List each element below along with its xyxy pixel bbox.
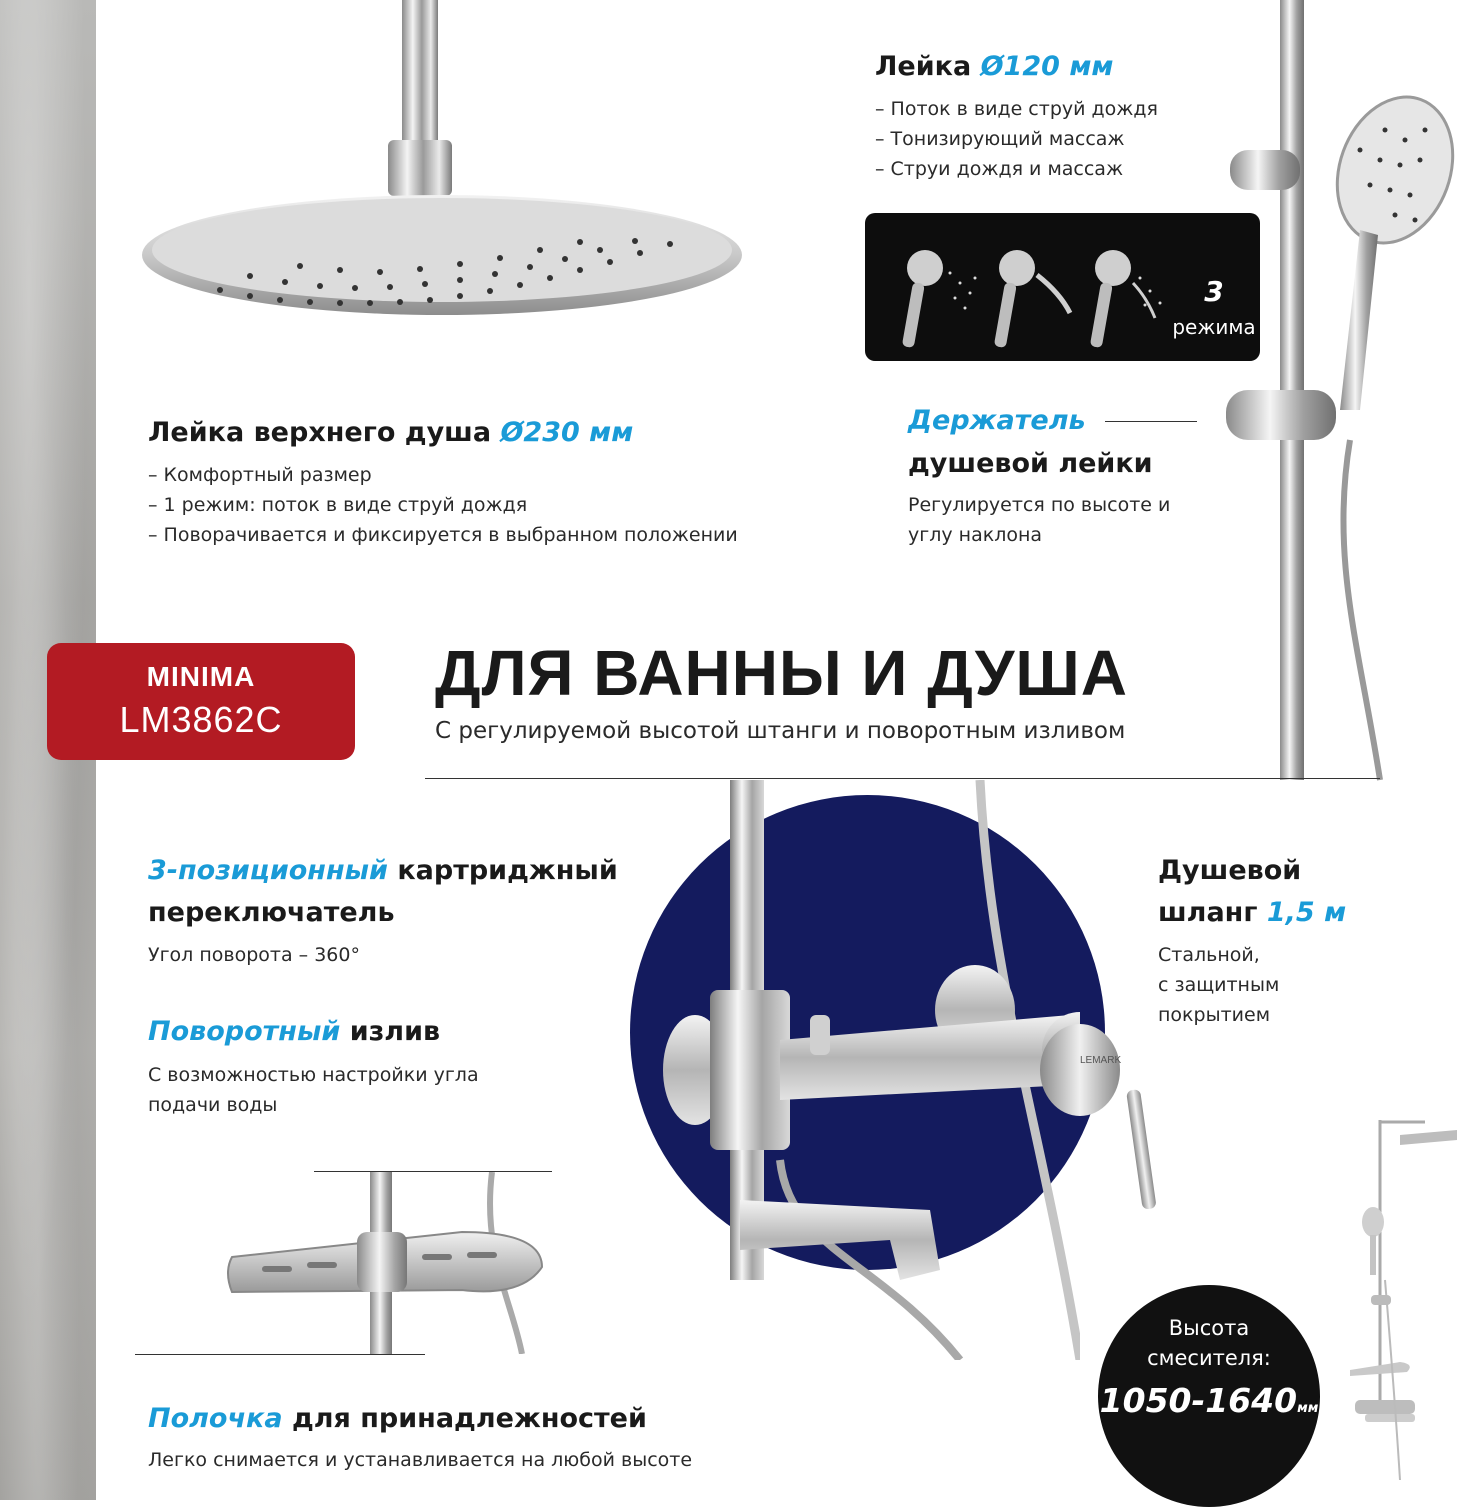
hose-title-prefix: шланг [1158, 897, 1267, 928]
top-shower-title [148, 416, 633, 450]
top-shower-feature: – 1 режим: поток в виде струй дождя [148, 494, 528, 516]
model-number: LM3862C [119, 699, 283, 740]
spray-modes-icons [885, 233, 1175, 353]
shelf-title-accent: Полочка [148, 1403, 283, 1434]
mixer-lever-image [1040, 1020, 1160, 1220]
switch-title-rest: картриджный [387, 855, 618, 886]
spout-description-line: С возможностью настройки угла [148, 1064, 479, 1086]
hose-title-line1: Душевой [1158, 855, 1302, 886]
model-badge [47, 643, 355, 760]
hose-description [1158, 940, 1279, 1030]
shelf-title [148, 1402, 647, 1436]
height-badge [1098, 1285, 1320, 1507]
massage-mode-icon [994, 250, 1070, 348]
full-system-thumbnail [1345, 1100, 1460, 1495]
holder-title: душевой лейки [908, 448, 1153, 479]
top-shower-feature: – Поворачивается и фиксируется в выбранном положении [148, 524, 738, 546]
holder-title-accent: Держатель [908, 405, 1086, 436]
top-shower-title-accent: Ø230 мм [500, 417, 634, 448]
top-shower-feature: – Комфортный размер [148, 464, 372, 486]
hand-shower-title [875, 50, 1113, 84]
height-label-line: смесителя: [1147, 1346, 1271, 1370]
height-value-line [1098, 1381, 1320, 1420]
holder-title-accent-line [908, 404, 1086, 438]
spout-description-line: подачи воды [148, 1094, 278, 1116]
mixer-image [660, 780, 1080, 1360]
height-unit: мм [1297, 1401, 1319, 1416]
shelf-image [222, 1172, 552, 1354]
switch-title [148, 854, 618, 888]
spout-description [148, 1060, 479, 1120]
shelf-bottom-line [135, 1354, 425, 1355]
modes-count: 3 [1204, 275, 1224, 308]
hand-shower-rail-image [1210, 0, 1460, 790]
switch-title-line2: переключатель [148, 897, 395, 928]
hand-shower-title-accent: Ø120 мм [980, 51, 1114, 82]
holder-description-line: углу наклона [908, 524, 1043, 546]
hand-shower-title-prefix: Лейка [875, 51, 981, 82]
shelf-title-rest: для принадлежностей [282, 1403, 647, 1434]
hand-shower-feature: – Струи дождя и массаж [875, 158, 1124, 180]
top-shower-features [148, 460, 738, 550]
spray-modes-panel [865, 213, 1260, 361]
hand-shower-feature: – Тонизирующий массаж [875, 128, 1125, 150]
switch-description: Угол поворота – 360° [148, 944, 360, 966]
hose-title-line2 [1158, 896, 1346, 930]
top-shower-title-prefix: Лейка верхнего душа [148, 417, 501, 448]
page-title: ДЛЯ ВАННЫ И ДУША [435, 637, 1128, 709]
rain-mode-icon [902, 250, 977, 348]
spout-title [148, 1015, 440, 1049]
overhead-shower-head-image [140, 0, 760, 320]
modes-word: режима [1172, 315, 1256, 339]
holder-description-line: Регулируется по высоте и [908, 494, 1171, 516]
switch-title-accent: 3-позиционный [148, 855, 388, 886]
hand-shower-features [875, 94, 1158, 184]
hose-description-line: покрытием [1158, 1004, 1271, 1026]
height-label-line: Высота [1168, 1316, 1250, 1340]
hand-shower-feature: – Поток в виде струй дождя [875, 98, 1158, 120]
brand-logo-mark: LEMARK [1080, 1055, 1122, 1066]
hose-description-line: Стальной, [1158, 944, 1260, 966]
holder-pointer-line [1105, 421, 1197, 422]
holder-description [908, 490, 1170, 550]
combined-mode-icon [1090, 250, 1162, 348]
height-value: 1050-1640 [1099, 1381, 1298, 1420]
height-label [1098, 1313, 1320, 1373]
hose-description-line: с защитным [1158, 974, 1280, 996]
spout-title-accent: Поворотный [148, 1016, 341, 1047]
shelf-description: Легко снимается и устанавливается на любой высоте [148, 1449, 693, 1471]
series-name: MINIMA [146, 661, 256, 692]
spout-title-rest: излив [340, 1016, 441, 1047]
page-subtitle: С регулируемой высотой штанги и поворотным изливом [435, 718, 1126, 744]
hose-title-accent: 1,5 м [1266, 897, 1347, 928]
title-divider [425, 778, 1380, 779]
